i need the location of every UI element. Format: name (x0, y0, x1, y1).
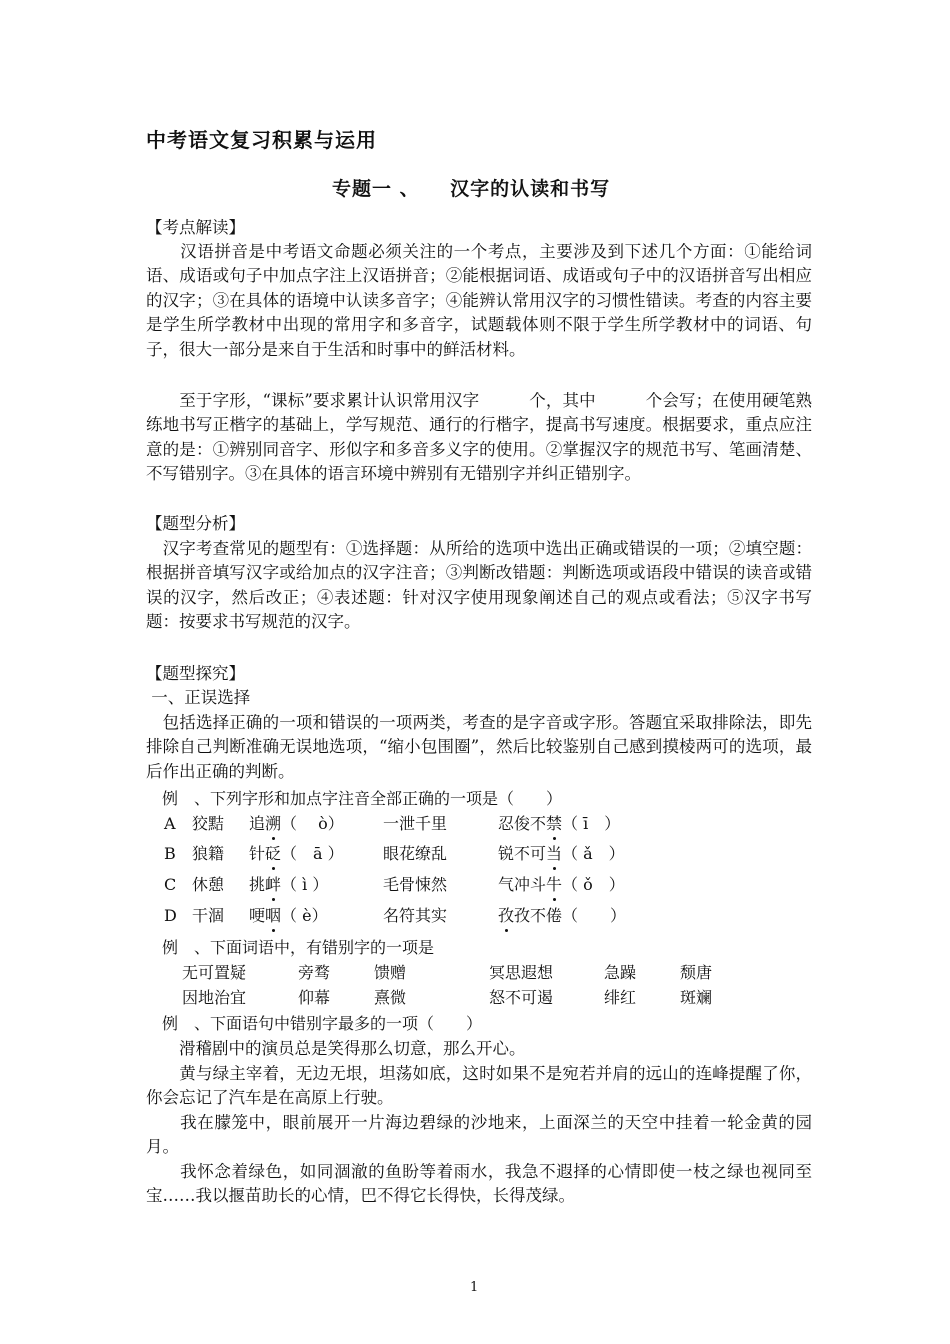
option-word: 毛骨悚然 (383, 875, 448, 894)
example-3-sentence: 滑稽剧中的演员总是笑得那么切意，那么开心。 (146, 1039, 526, 1058)
option-word-pinyin: 孜孜不倦（ ） (498, 906, 627, 925)
option-word: 一泄千里 (383, 814, 448, 833)
word-item: 旁骛 (298, 963, 331, 982)
example-3-sentence: 我怀念着绿色，如同涸澈的鱼盼等着雨水，我急不遐择的心情即使一枝之绿也视同至宝……我以揠苗助长的心情，巴不得它长得快，长得茂绿。 (146, 1162, 812, 1206)
subheading-zhengwu: 一、正误选择 (146, 688, 251, 707)
heading-tixing: 【题型分析】 (146, 514, 245, 533)
word-item: 馈赠 (374, 963, 407, 982)
example-2-question: 例 、下面词语中，有错别字的一项是 (146, 938, 435, 957)
paragraph-tanjiu: 包括选择正确的一项和错误的一项两类，考查的是字音或字形。答题宜采取排除法，即先排除自己判断准确无误地选项，“缩小包围圈”，然后比较鉴别自己感到摸棱两可的选项，最后作出正确的判断。 (146, 713, 812, 781)
option-letter: B (164, 844, 176, 863)
heading-tanjiu: 【题型探究】 (146, 664, 245, 683)
option-word-pinyin: 追溯（ ò） (249, 814, 344, 833)
option-word: 狡黠 (192, 814, 225, 833)
option-word: 名符其实 (383, 906, 448, 925)
option-word-pinyin: 挑衅（ ì ） (249, 875, 329, 894)
option-word-pinyin: 哽咽（ è） (249, 906, 328, 925)
word-item: 斑斓 (680, 988, 713, 1007)
option-letter: C (164, 875, 177, 894)
example-3-sentence: 我在朦笼中，眼前展开一片海边碧绿的沙地来，上面深兰的天空中挂着一轮金黄的园月。 (146, 1113, 812, 1157)
word-item: 急躁 (604, 963, 637, 982)
word-item: 绯红 (604, 988, 637, 1007)
word-item: 无可置疑 (182, 963, 247, 982)
page-title: 中考语文复习积累与运用 (146, 128, 377, 152)
option-word-pinyin: 气冲斗牛（ ǒ ） (498, 875, 625, 894)
option-word-pinyin: 针砭（ ā ） (249, 844, 344, 863)
paragraph-kaodian-2: 至于字形，“课标”要求累计认识常用汉字 个，其中 个会写；在使用硬笔熟练地书写正楷字的基础上，学写规范、通行的行楷字，提高书写速度。根据要求，重点应注意的是：①辨别同音字、形似字和多音多义字的使用。②掌握汉字的规范书写、笔画清楚、不写错别字。③在具体的语言环境中辨别有无错别字并纠正错别字。 (146, 391, 812, 484)
option-word: 干涸 (192, 906, 225, 925)
option-word-pinyin: 忍俊不禁（ ī ） (498, 814, 621, 833)
option-word: 休憩 (192, 875, 225, 894)
option-letter: D (164, 906, 177, 925)
option-word: 狼籍 (192, 844, 225, 863)
word-item: 冥思遐想 (489, 963, 554, 982)
option-word-pinyin: 锐不可当（ ǎ ） (498, 844, 625, 863)
paragraph-tixing: 汉字考查常见的题型有：①选择题：从所给的选项中选出正确或错误的一项；②填空题：根据拼音填写汉字或给加点的汉字注音；③判断改错题：判断选项或语段中错误的读音或错误的汉字，然后改正；④表述题：针对汉字使用现象阐述自己的观点或看法；⑤汉字书写题：按要求书写规范的汉字。 (146, 539, 812, 632)
word-item: 怒不可遏 (489, 988, 554, 1007)
word-item: 因地治宜 (182, 988, 247, 1007)
example-3-sentence: 黄与绿主宰着，无边无垠，坦荡如底，这时如果不是宛若并肩的远山的连峰提醒了你，你会忘记了汽车是在高原上行驶。 (146, 1064, 812, 1108)
page-number: 1 (470, 1280, 479, 1295)
section-title: 专题一 、 汉字的认读和书写 (332, 178, 611, 200)
heading-kaodian: 【考点解读】 (146, 218, 245, 237)
example-3-question: 例 、下面语句中错别字最多的一项（ ） (146, 1014, 483, 1033)
example-1-question: 例 、下列字形和加点字注音全部正确的一项是（ ） (146, 789, 563, 808)
word-item: 颓唐 (680, 963, 713, 982)
word-item: 仰幕 (298, 988, 331, 1007)
option-word: 眼花缭乱 (383, 844, 448, 863)
word-item: 熹微 (374, 988, 407, 1007)
paragraph-kaodian-1: 汉语拼音是中考语文命题必须关注的一个考点，主要涉及到下述几个方面：①能给词语、成语或句子中加点字注上汉语拼音；②能根据词语、成语或句子中的汉语拼音写出相应的汉字；③在具体的语境中认读多音字；④能辨认常用汉字的习惯性错读。考查的内容主要是学生所学教材中出现的常用字和多音字，试题载体则不限于学生所学教材中的词语、句子，很大一部分是来自于生活和时事中的鲜活材料。 (146, 242, 812, 359)
option-letter: A (164, 814, 176, 833)
